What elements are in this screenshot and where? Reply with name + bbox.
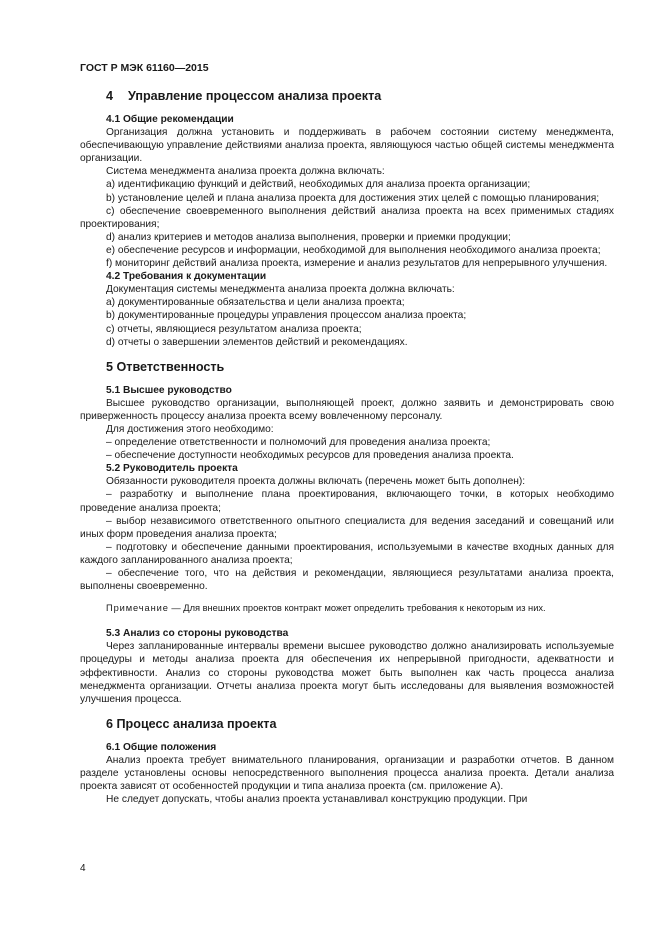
paragraph: Не следует допускать, чтобы анализ проекта устанавливал конструкцию продукции. При [106, 794, 528, 806]
paragraph: Анализ проекта требует внимательного планирования, организации и разработки отчетов. В данном разделе установлены основы непосредственного выполнения процесса анализа проекта. Детали анализа проекта зависят от особенностей продукции и типа анализа проекта (см. приложение А). [80, 754, 614, 793]
paragraph: Система менеджмента анализа проекта должна включать: [106, 166, 385, 178]
paragraph: Документация системы менеджмента анализа проекта должна включать: [106, 284, 455, 296]
paragraph: Обязанности руководителя проекта должны включать (перечень может быть дополнен): [106, 476, 526, 488]
paragraph: Через запланированные интервалы времени высшее руководство должно анализировать используемые процедуры и методы анализа проекта для обеспечения их непрерывной пригодности, адекватности и эффективности. Анализ со стороны руководства может быть выполнен как часть процесса анализа менеджмента организации. Отчеты анализа проекта могут быть исследованы для выявления возможностей улучшения процесса. [80, 641, 614, 705]
list-item: e) обеспечение ресурсов и информации, необходимой для выполнения необходимого анализа проекта; [106, 244, 601, 256]
paragraph: Для достижения этого необходимо: [106, 423, 274, 435]
list-item: – обеспечение доступности необходимых ресурсов для проведения анализа проекта. [106, 450, 514, 462]
list-item: a) документированные обязательства и цели анализа проекта; [106, 297, 405, 309]
list-item: d) отчеты о завершении элементов действий и рекомендациях. [106, 336, 408, 348]
list-item: – обеспечение того, что на действия и рекомендации, являющиеся результатами анализа проекта, выполнены своевременно. [80, 568, 614, 593]
subsection-4-2-heading: 4.2 Требования к документации [106, 271, 267, 283]
subsection-6-1-heading: 6.1 Общие положения [106, 741, 217, 753]
section-6-heading: 6 Процесс анализа проекта [106, 716, 277, 731]
note-text: — Для внешних проектов контракт может определить требования к некоторым из них. [168, 603, 546, 614]
list-item: b) документированные процедуры управления процессом анализа проекта; [106, 310, 467, 322]
note-label: Примечание [106, 603, 169, 614]
subsection-5-3-heading: 5.3 Анализ со стороны руководства [106, 628, 289, 640]
list-item: c) отчеты, являющиеся результатом анализа проекта; [106, 323, 362, 335]
section-4-title: Управление процессом анализа проекта [128, 89, 382, 103]
section-4-number: 4 [106, 89, 114, 103]
list-item: a) идентификацию функций и действий, необходимых для анализа проекта организации; [106, 179, 531, 191]
list-item: – выбор независимого ответственного опытного специалиста для ведения заседаний и совещаний или иных форм проведения анализа проекта; [80, 515, 614, 540]
subsection-4-1-heading: 4.1 Общие рекомендации [106, 114, 234, 125]
list-item: – подготовку и обеспечение данными проектирования, используемыми в качестве входных данных для каждого запланированного анализа проекта; [80, 541, 614, 566]
list-item: d) анализ критериев и методов анализа выполнения, проверки и приемки продукции; [106, 231, 511, 243]
section-4-heading [106, 88, 614, 104]
note [80, 602, 614, 615]
list-item: c) обеспечение своевременного выполнения действий анализа проекта на всех применимых стадиях проектирования; [80, 205, 614, 230]
list-item: f) мониторинг действий анализа проекта, измерение и анализ результатов для непрерывного улучшения. [106, 258, 608, 270]
page-number: 4 [80, 863, 86, 874]
paragraph: Организация должна установить и поддерживать в рабочем состоянии систему менеджмента, обеспечивающую управление действиями анализа проекта, являющуюся частью общей системы менеджмента организации. [80, 127, 614, 165]
subsection-5-2-heading: 5.2 Руководитель проекта [106, 463, 238, 475]
list-item: b) установление целей и плана анализа проекта для достижения этих целей с помощью планирования; [106, 192, 600, 204]
section-5-heading: 5 Ответственность [106, 359, 225, 374]
list-item: – разработку и выполнение плана проектирования, включающего точки, в которых необходимо проведение анализа проекта; [80, 489, 614, 514]
page-content [80, 88, 614, 806]
list-item: – определение ответственности и полномочий для проведения анализа проекта; [106, 437, 491, 449]
paragraph: Высшее руководство организации, выполняющей проект, должно заявить и демонстрировать свою приверженность процессу анализа проекта всему вовлеченному персоналу. [80, 397, 614, 422]
document-header: ГОСТ Р МЭК 61160—2015 [80, 62, 209, 74]
subsection-5-1-heading: 5.1 Высшее руководство [106, 384, 232, 396]
